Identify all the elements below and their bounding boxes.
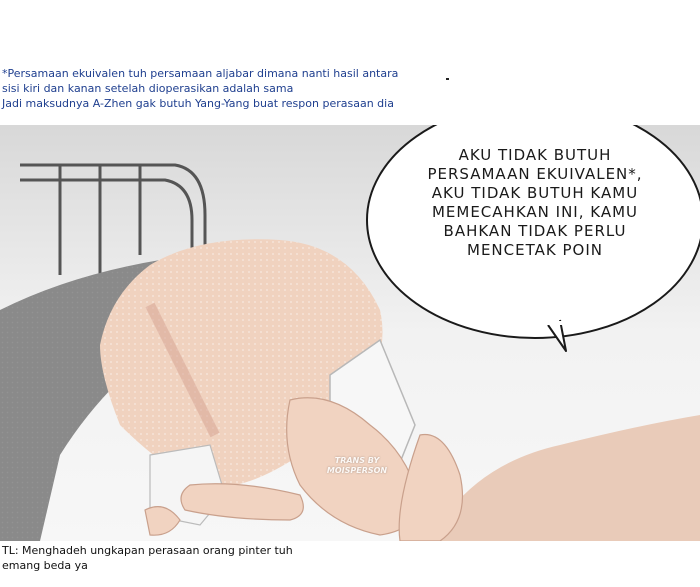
translator-note-bottom bbox=[2, 543, 322, 573]
speech-line: MEMECAHKAN INI, KAMU bbox=[431, 203, 639, 221]
speech-line: AKU TIDAK BUTUH bbox=[458, 146, 612, 164]
speech-line: MENCETAK POIN bbox=[467, 241, 603, 259]
speech-line: BAHKAN TIDAK PERLU bbox=[443, 222, 627, 240]
note-top-line: sisi kiri dan kanan setelah dioperasikan adalah sama bbox=[2, 82, 294, 95]
translator-note-top bbox=[2, 66, 399, 111]
translator-watermark bbox=[312, 456, 402, 476]
note-bottom-line: emang beda ya bbox=[2, 559, 88, 572]
watermark-line1: TRANS BY bbox=[334, 456, 380, 465]
ink-speck bbox=[446, 78, 449, 80]
watermark-line2: MOISPERSON bbox=[326, 466, 388, 475]
speech-line: AKU TIDAK BUTUH KAMU bbox=[431, 184, 639, 202]
note-top-line: Jadi maksudnya A-Zhen gak butuh Yang-Yang buat respon perasaan dia bbox=[2, 97, 394, 110]
note-bottom-line: TL: Menghadeh ungkapan perasaan orang pinter tuh bbox=[2, 544, 293, 557]
speech-line: PERSAMAAN EKUIVALEN*, bbox=[427, 165, 643, 183]
note-top-line: *Persamaan ekuivalen tuh persamaan aljabar dimana nanti hasil antara bbox=[2, 67, 399, 80]
speech-bubble-text bbox=[404, 146, 666, 260]
